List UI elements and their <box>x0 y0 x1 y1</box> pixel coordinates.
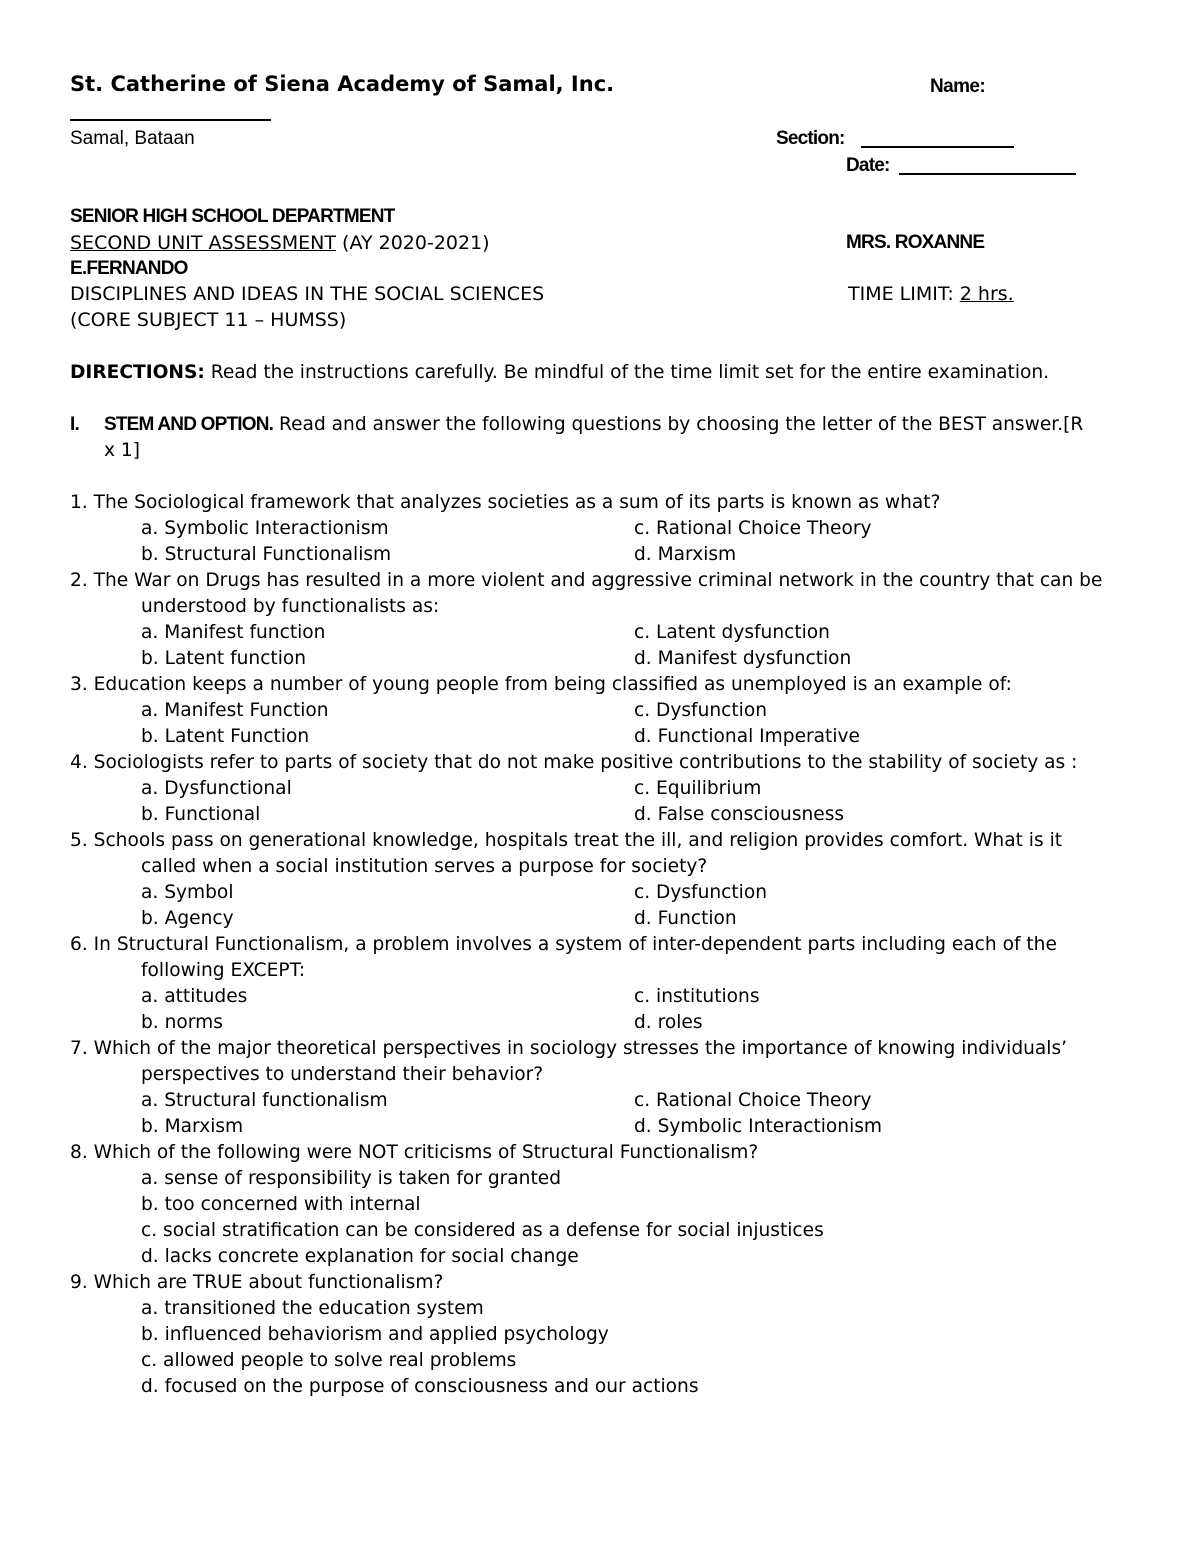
question-7-text: 7. Which of the major theoretical perspectives in sociology stresses the importance of knowing individuals’ <box>70 1038 1068 1059</box>
school-name: St. Catherine of Siena Academy of Samal, Inc. <box>70 72 615 96</box>
question-2-text: 2. The War on Drugs has resulted in a more violent and aggressive criminal network in the country that can be <box>70 570 1103 591</box>
teacher-name-line2: E.FERNANDO <box>70 258 188 279</box>
time-limit-value: 2 hrs. <box>959 283 1014 305</box>
question-4-option-c[interactable]: c. Equilibrium <box>634 778 762 799</box>
question-2-option-d[interactable]: d. Manifest dysfunction <box>634 648 852 669</box>
subject-title: DISCIPLINES AND IDEAS IN THE SOCIAL SCIENCES <box>70 283 545 305</box>
name-blank-line[interactable] <box>70 119 271 121</box>
school-location: Samal, Bataan <box>70 128 195 149</box>
question-8-option-b[interactable]: b. too concerned with internal <box>141 1194 421 1215</box>
question-6-text: 6. In Structural Functionalism, a problem involves a system of inter-dependent parts including each of the <box>70 934 1057 955</box>
question-1-text: 1. The Sociological framework that analyzes societies as a sum of its parts is known as what? <box>70 492 941 513</box>
question-2-text-cont: understood by functionalists as: <box>141 596 440 617</box>
question-7-option-b[interactable]: b. Marxism <box>141 1116 244 1137</box>
department: SENIOR HIGH SCHOOL DEPARTMENT <box>70 206 395 227</box>
date-label: Date: <box>846 155 890 176</box>
time-limit <box>848 283 1014 305</box>
question-3-option-b[interactable]: b. Latent Function <box>141 726 310 747</box>
question-9-option-b[interactable]: b. influenced behaviorism and applied psychology <box>141 1324 609 1345</box>
question-7-option-c[interactable]: c. Rational Choice Theory <box>634 1090 872 1111</box>
question-9-option-d[interactable]: d. focused on the purpose of consciousness and our actions <box>141 1376 699 1397</box>
question-9-option-a[interactable]: a. transitioned the education system <box>141 1298 484 1319</box>
question-4-text: 4. Sociologists refer to parts of society that do not make positive contributions to the stability of society as : <box>70 752 1078 773</box>
question-6-option-b[interactable]: b. norms <box>141 1012 223 1033</box>
question-5-text: 5. Schools pass on generational knowledge, hospitals treat the ill, and religion provides comfort. What is it <box>70 830 1063 851</box>
question-2-option-c[interactable]: c. Latent dysfunction <box>634 622 830 643</box>
question-1-option-d[interactable]: d. Marxism <box>634 544 737 565</box>
academic-year: (AY 2020-2021) <box>336 232 490 254</box>
question-5-option-c[interactable]: c. Dysfunction <box>634 882 768 903</box>
question-6-option-c[interactable]: c. institutions <box>634 986 760 1007</box>
question-2-option-b[interactable]: b. Latent function <box>141 648 307 669</box>
question-8-text: 8. Which of the following were NOT criticisms of Structural Functionalism? <box>70 1142 759 1163</box>
question-3-option-c[interactable]: c. Dysfunction <box>634 700 768 721</box>
question-5-option-b[interactable]: b. Agency <box>141 908 234 929</box>
directions-label: DIRECTIONS: <box>70 362 205 383</box>
part-instructions <box>104 414 1083 436</box>
date-blank-line[interactable] <box>899 173 1076 175</box>
part-instructions-line2: x 1] <box>104 440 140 461</box>
question-1-option-b[interactable]: b. Structural Functionalism <box>141 544 392 565</box>
question-2-option-a[interactable]: a. Manifest function <box>141 622 326 643</box>
question-9-text: 9. Which are TRUE about functionalism? <box>70 1272 444 1293</box>
question-3-option-d[interactable]: d. Functional Imperative <box>634 726 860 747</box>
question-4-option-d[interactable]: d. False consciousness <box>634 804 845 825</box>
assessment-title: SECOND UNIT ASSESSMENT <box>70 232 336 254</box>
teacher-name-line1: MRS. ROXANNE <box>846 232 985 253</box>
part-instructions-line1: Read and answer the following questions by choosing the letter of the BEST answer.[R <box>273 414 1084 435</box>
question-1 <box>70 490 1130 516</box>
question-9-option-c[interactable]: c. allowed people to solve real problems <box>141 1350 517 1371</box>
question-6-option-a[interactable]: a. attitudes <box>141 986 248 1007</box>
question-3-text: 3. Education keeps a number of young people from being classified as unemployed is an example of: <box>70 674 1012 695</box>
section-label: Section: <box>776 128 845 149</box>
question-4-option-b[interactable]: b. Functional <box>141 804 261 825</box>
question-8-option-c[interactable]: c. social stratification can be considered as a defense for social injustices <box>141 1220 824 1241</box>
part-title: STEM AND OPTION. <box>104 414 274 435</box>
question-7-option-d[interactable]: d. Symbolic Interactionism <box>634 1116 883 1137</box>
assessment-line <box>70 232 490 254</box>
question-8-option-a[interactable]: a. sense of responsibility is taken for granted <box>141 1168 562 1189</box>
question-5-option-a[interactable]: a. Symbol <box>141 882 234 903</box>
question-6-text-cont: following EXCEPT: <box>141 960 306 981</box>
part-numeral: I. <box>70 414 79 435</box>
directions-text: Read the instructions carefully. Be mindful of the time limit set for the entire examination. <box>204 362 1050 383</box>
question-7-option-a[interactable]: a. Structural functionalism <box>141 1090 388 1111</box>
question-1-option-a[interactable]: a. Symbolic Interactionism <box>141 518 389 539</box>
question-7-text-cont: perspectives to understand their behavior? <box>141 1064 544 1085</box>
name-label: Name: <box>930 76 986 97</box>
question-4-option-a[interactable]: a. Dysfunctional <box>141 778 292 799</box>
question-3-option-a[interactable]: a. Manifest Function <box>141 700 329 721</box>
section-blank-line[interactable] <box>861 146 1014 148</box>
time-limit-label: TIME LIMIT: <box>848 283 960 305</box>
core-subject: (CORE SUBJECT 11 – HUMSS) <box>70 309 347 331</box>
directions <box>70 362 1049 383</box>
question-5-option-d[interactable]: d. Function <box>634 908 737 929</box>
question-8-option-d[interactable]: d. lacks concrete explanation for social change <box>141 1246 579 1267</box>
question-1-option-c[interactable]: c. Rational Choice Theory <box>634 518 872 539</box>
question-5-text-cont: called when a social institution serves a purpose for society? <box>141 856 708 877</box>
question-6-option-d[interactable]: d. roles <box>634 1012 703 1033</box>
